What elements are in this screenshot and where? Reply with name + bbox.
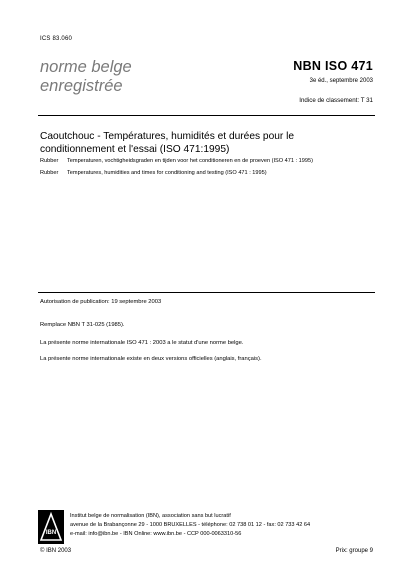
versions-note: La présente norme internationale existe en deux versions officielles (anglais, français). [40,356,262,362]
logo-text: IBN [45,530,57,536]
replaces-note: Remplace NBN T 31-025 (1985). [40,322,125,328]
header-divider [38,115,375,116]
translation-language: Rubber [40,158,59,164]
edition-date: 3e éd., septembre 2003 [309,78,373,84]
copyright: © IBN 2003 [40,548,72,554]
translation-dutch [40,158,313,164]
publication-divider [38,292,375,293]
institute-name: Institut belge de normalisation (IBN), association sans but lucratif [70,513,231,519]
publication-authorization: Autorisation de publication: 19 septembre 2003 [40,299,162,305]
institute-address: avenue de la Brabançonne 29 - 1000 BRUXELLES - téléphone: 02 738 01 12 - fax: 02 733 42 64 [70,522,311,528]
brand-line-2: enregistrée [40,77,123,95]
standard-number: NBN ISO 471 [293,59,373,73]
institute-contact: e-mail: info@ibn.be - IBN Online: www.ibn.be - CCP 000-0063310-56 [70,531,242,537]
ibn-logo [38,510,64,544]
translation-english [40,170,267,176]
brand-line-1: norme belge [40,58,132,76]
classification-index: Indice de classement: T 31 [299,97,373,104]
price-group: Prix: groupe 9 [335,548,373,554]
translation-language: Rubber [40,170,59,176]
translation-text: Temperaturen, vochtigheidsgraden en tijden voor het conditioneren en de proeven (ISO 471 : 1995) [67,158,313,164]
translation-text: Temperatures, humidities and times for conditioning and testing (ISO 471 : 1995) [67,170,267,176]
ics-code: ICS 83.060 [40,36,73,42]
status-note: La présente norme internationale ISO 471 : 2003 a le statut d'une norme belge. [40,340,244,346]
document-title: Caoutchouc - Températures, humidités et durées pour le conditionnement et l'essai (ISO 471:1995) [40,131,295,155]
